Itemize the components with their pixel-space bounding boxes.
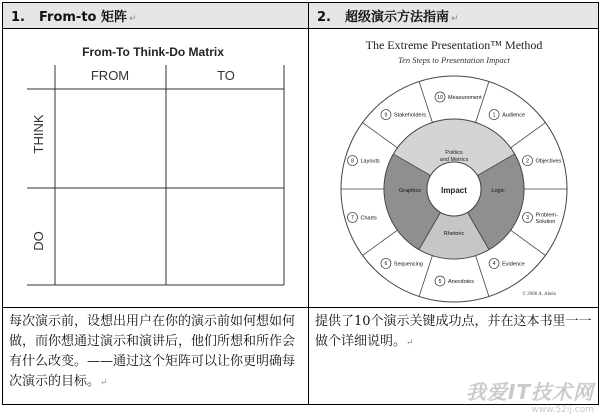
logic-label: Logic — [491, 188, 505, 194]
right-heading — [309, 3, 599, 29]
step-number: 1 — [492, 112, 496, 119]
step-label: Stakeholders — [393, 112, 427, 119]
step-number: 10 — [437, 94, 443, 101]
rhetoric-label: Rhetoric — [443, 231, 465, 237]
left-body-text: 每次演示前，设想出用户在你的演示前如何想如何做，而你想通过演示和演讲后，他们所想和所作会有什么改变。——通过这个矩阵可以让你更明确每次演示的目标。 — [9, 314, 296, 389]
step-number: 6 — [384, 261, 388, 268]
site-watermark — [466, 376, 594, 415]
matrix-row-label-think: THINK — [31, 114, 46, 154]
impact-label: Impact — [441, 186, 467, 195]
step-label: Problem-Solution — [535, 212, 558, 225]
step-label: Charts — [360, 215, 377, 222]
paragraph-mark-icon: ↵ — [406, 338, 414, 348]
method-subtitle: Ten Steps to Presentation Impact — [398, 55, 510, 65]
watermark-main: 我爱IT技术网 — [465, 380, 594, 404]
graphics-label: Graphics — [398, 188, 422, 194]
step-number: 5 — [438, 278, 442, 285]
matrix-col-label-to: TO — [217, 68, 235, 83]
from-to-matrix-figure — [3, 29, 309, 307]
left-body-cell — [3, 308, 309, 405]
step-number: 4 — [492, 261, 496, 268]
extreme-presentation-figure — [309, 29, 599, 307]
step-number: 8 — [351, 158, 354, 165]
step-label: Sequencing — [393, 261, 423, 268]
right-heading-number: 2. — [317, 10, 331, 25]
step-number: 9 — [384, 112, 388, 119]
step-number: 2 — [526, 158, 529, 165]
comparison-table — [2, 2, 599, 405]
right-heading-title: 超级演示方法指南 — [345, 10, 450, 25]
method-title: The Extreme Presentation™ Method — [365, 38, 543, 52]
copyright-note: © 2008 A. Abela — [522, 292, 556, 297]
paragraph-mark-icon: ↵ — [129, 14, 137, 24]
left-heading — [3, 3, 309, 29]
matrix-col-label-from: FROM — [90, 68, 130, 83]
step-label: Measurement — [448, 95, 482, 101]
step-label: Layouts — [360, 158, 380, 165]
step-number: 7 — [351, 215, 354, 222]
matrix-title: From-To Think-Do Matrix — [82, 45, 224, 59]
matrix-figure-cell — [3, 29, 309, 308]
right-body-text: 提供了10个演示关键成功点，并在这本书里一一做个详细说明。 — [315, 314, 592, 349]
step-label: Anecdotes — [448, 279, 474, 285]
politics-metrics-label: Politics and Metrics — [439, 150, 469, 163]
step-label: Evidence — [502, 261, 525, 268]
step-label: Objectives — [535, 158, 562, 165]
step-number: 3 — [526, 215, 529, 222]
matrix-row-label-do: DO — [31, 231, 46, 251]
left-heading-number: 1. — [11, 10, 25, 25]
paragraph-mark-icon: ↵ — [451, 14, 459, 24]
method-figure-cell — [309, 29, 599, 308]
left-heading-title: From-to 矩阵 — [39, 10, 128, 25]
watermark-url: www.52ij.com — [531, 405, 594, 415]
matrix-grid — [27, 65, 284, 285]
step-label: Audience — [502, 112, 526, 119]
paragraph-mark-icon: ↵ — [100, 378, 108, 388]
